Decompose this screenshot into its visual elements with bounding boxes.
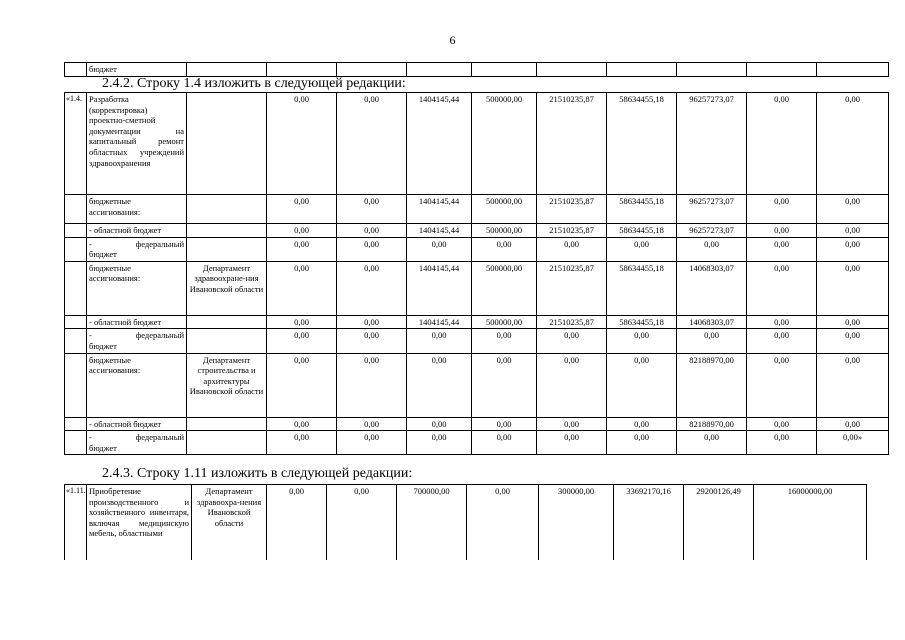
row-value: 0,00 — [817, 329, 889, 353]
row-value: 0,00 — [337, 93, 407, 195]
row-value: 0,00 — [337, 431, 407, 455]
row-value: 0,00 — [407, 237, 472, 261]
row-value: 0,00 — [817, 353, 889, 417]
row-value: 0,00 — [472, 329, 537, 353]
row-value: 58634455,18 — [607, 315, 677, 329]
row-value: 0,00 — [472, 353, 537, 417]
row-value: 1404145,44 — [407, 315, 472, 329]
row-department: Департамент здравоохране-ния Ивановской области — [187, 261, 267, 315]
row-value: 0,00 — [747, 329, 817, 353]
row-value: 0,00 — [537, 353, 607, 417]
row-value: 58634455,18 — [607, 93, 677, 195]
row-value: 700000,00 — [397, 485, 467, 561]
row-value: 96257273,07 — [677, 195, 747, 224]
row-value: 0,00 — [817, 417, 889, 431]
row-value: 21510235,87 — [537, 195, 607, 224]
row-value: 1404145,44 — [407, 261, 472, 315]
row-value: 0,00 — [817, 261, 889, 315]
row-value: 82188970,00 — [677, 353, 747, 417]
row-value: 0,00 — [472, 237, 537, 261]
row-value: 0,00 — [337, 224, 407, 238]
row-value: 0,00 — [267, 224, 337, 238]
row-value: 0,00» — [817, 431, 889, 455]
row-value: 500000,00 — [472, 195, 537, 224]
row-name: - областной бюджет — [87, 417, 187, 431]
row-name: Разработка (корректировка) проектно-сметной документации на капитальный ремонт областных учреждений здравоохранения — [87, 93, 187, 195]
row-name: - областной бюджет — [87, 315, 187, 329]
row-name: - федеральный бюджет — [87, 329, 187, 353]
row-value: 0,00 — [537, 417, 607, 431]
row-value: 0,00 — [607, 329, 677, 353]
row-value: 0,00 — [747, 195, 817, 224]
row-value: 500000,00 — [472, 261, 537, 315]
row-value: 0,00 — [267, 431, 337, 455]
row-value: 0,00 — [817, 237, 889, 261]
row-value: 0,00 — [337, 353, 407, 417]
row-value: 0,00 — [407, 431, 472, 455]
row-value: 0,00 — [677, 431, 747, 455]
row-value: 0,00 — [817, 315, 889, 329]
row-value: 0,00 — [467, 485, 539, 561]
row-value: 96257273,07 — [677, 93, 747, 195]
row-value: 0,00 — [677, 329, 747, 353]
budget-table-body — [65, 485, 867, 561]
row-name: бюджетные ассигнования: — [87, 353, 187, 417]
row-value: 21510235,87 — [537, 224, 607, 238]
section-heading-2-4-3: 2.4.3. Строку 1.11 изложить в следующей редакции: — [102, 466, 413, 481]
row-value: 0,00 — [677, 237, 747, 261]
row-value: 58634455,18 — [607, 261, 677, 315]
row-code: «1.4. — [65, 93, 87, 195]
section-heading-2-4-2: 2.4.2. Строку 1.4 изложить в следующей редакции: — [102, 76, 406, 91]
row-value: 0,00 — [747, 431, 817, 455]
row-value: 0,00 — [747, 237, 817, 261]
row-value: 0,00 — [747, 224, 817, 238]
row-value: 0,00 — [747, 315, 817, 329]
row-value: 0,00 — [267, 237, 337, 261]
row-value: 21510235,87 — [537, 93, 607, 195]
row-value: 0,00 — [267, 485, 327, 561]
row-value: 82188970,00 — [677, 417, 747, 431]
row-value: 0,00 — [267, 315, 337, 329]
row-value: 0,00 — [537, 237, 607, 261]
row-value: 0,00 — [747, 261, 817, 315]
row-department: Департамент здравоохра-нения Ивановской области — [192, 485, 267, 561]
row-value: 21510235,87 — [537, 261, 607, 315]
row-value: 0,00 — [267, 195, 337, 224]
row-name: - областной бюджет — [87, 224, 187, 238]
table-row — [65, 485, 867, 561]
row-value: 0,00 — [607, 353, 677, 417]
row-value: 0,00 — [267, 93, 337, 195]
row-value: 300000,00 — [539, 485, 614, 561]
row-name: бюджетные ассигнования: — [87, 261, 187, 315]
row-value: 14068303,07 — [677, 315, 747, 329]
row-value: 0,00 — [327, 485, 397, 561]
row-value: 0,00 — [407, 329, 472, 353]
row-value: 0,00 — [337, 417, 407, 431]
row-value: 29200126,49 — [684, 485, 754, 561]
row-value: 1404145,44 — [407, 195, 472, 224]
row-value: 58634455,18 — [607, 195, 677, 224]
row-name: - федеральный бюджет — [87, 431, 187, 455]
row-value: 1404145,44 — [407, 93, 472, 195]
row-value: 0,00 — [472, 417, 537, 431]
row-value: 0,00 — [337, 315, 407, 329]
row-value: 0,00 — [747, 93, 817, 195]
row-value: 0,00 — [747, 353, 817, 417]
row-value: 14068303,07 — [677, 261, 747, 315]
row-code: «1.11. — [65, 485, 87, 561]
row-value: 0,00 — [337, 237, 407, 261]
row-department: Департамент строительства и архитектуры Ивановской области — [187, 353, 267, 417]
row-value: 1404145,44 — [407, 224, 472, 238]
row-name: бюджетные ассигнования: — [87, 195, 187, 224]
row-value: 0,00 — [537, 431, 607, 455]
row-value: 0,00 — [607, 417, 677, 431]
row-value: 0,00 — [407, 417, 472, 431]
row-value: 0,00 — [747, 417, 817, 431]
row-value: 0,00 — [817, 93, 889, 195]
fragment-label: бюджет — [87, 63, 187, 77]
row-value: 33692170,16 — [614, 485, 684, 561]
row-value: 58634455,18 — [607, 224, 677, 238]
row-value: 0,00 — [337, 261, 407, 315]
row-name: Приобретение производственного и хозяйственного инвентаря, включая медицинскую мебель, областными — [87, 485, 192, 561]
row-value: 0,00 — [337, 195, 407, 224]
row-value: 0,00 — [267, 261, 337, 315]
row-value: 0,00 — [267, 353, 337, 417]
page-number: 6 — [449, 33, 456, 47]
row-value: 0,00 — [537, 329, 607, 353]
budget-table-1-11 — [64, 484, 867, 560]
row-value: 0,00 — [817, 195, 889, 224]
row-value: 0,00 — [607, 237, 677, 261]
row-value: 500000,00 — [472, 224, 537, 238]
row-value: 0,00 — [267, 329, 337, 353]
row-value: 0,00 — [817, 224, 889, 238]
row-value: 96257273,07 — [677, 224, 747, 238]
row-value: 16000000,00 — [754, 485, 867, 561]
row-value: 0,00 — [337, 329, 407, 353]
row-value: 0,00 — [607, 431, 677, 455]
row-value: 0,00 — [472, 431, 537, 455]
row-value: 500000,00 — [472, 315, 537, 329]
row-value: 21510235,87 — [537, 315, 607, 329]
row-value: 0,00 — [267, 417, 337, 431]
row-name: - федеральный бюджет — [87, 237, 187, 261]
row-value: 0,00 — [407, 353, 472, 417]
row-value: 500000,00 — [472, 93, 537, 195]
